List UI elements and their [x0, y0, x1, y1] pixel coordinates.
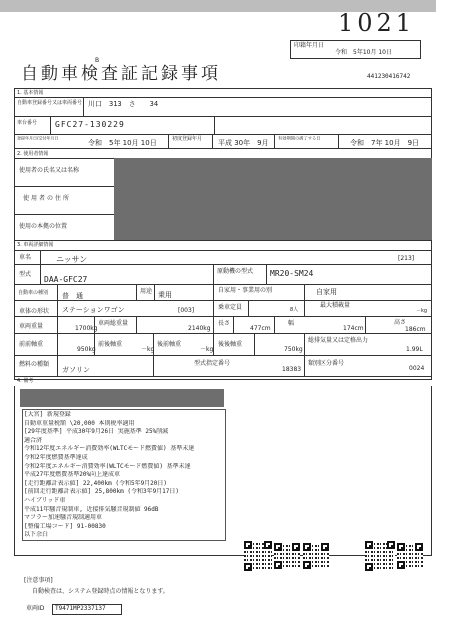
- capacity-label: 乗車定員: [218, 304, 243, 311]
- kind-label: 自動車の種別: [18, 290, 49, 296]
- max-load-label: 最大積載量: [320, 302, 351, 309]
- kind-value: 普 通: [62, 292, 83, 300]
- weight-value: 1700kg: [75, 325, 98, 332]
- car-name-label: 車名: [19, 254, 32, 261]
- front-front-axle-label: 前前軸重: [19, 341, 44, 348]
- page-title: 自動車検査証記録事項: [21, 64, 221, 84]
- remarks-list: [24, 411, 224, 540]
- remark-line: 平成27年度燃費基準20%向上達成車: [24, 471, 121, 479]
- reg-date-value: 令和 5年 10月 10日: [88, 139, 157, 147]
- qr-code-icon: [365, 541, 395, 571]
- section1-heading: 1. 基本情報: [17, 90, 44, 96]
- class-number-value: 0024: [409, 365, 425, 372]
- section2-heading: 2. 使用者情報: [17, 151, 49, 157]
- rear-front-axle-label: 後前軸重: [157, 341, 182, 348]
- form-mark: B: [95, 57, 100, 64]
- front-rear-axle-value: －kg: [141, 346, 155, 353]
- remark-line: 平成11年騒音規制車, 近接排気騒音規制値 96dB: [24, 505, 159, 513]
- body-code: [003]: [178, 307, 195, 314]
- handwritten-stamp: 1021: [338, 9, 416, 37]
- displacement-label: 総排気量又は定格出力: [308, 337, 369, 344]
- body-value: ステーションワゴン: [62, 306, 125, 314]
- gross-weight-label: 車両総重量: [98, 320, 129, 327]
- use-label: 用途: [140, 288, 153, 295]
- remarks-redaction: [20, 389, 224, 407]
- notice-title: [注意事項]: [24, 577, 53, 584]
- rear-rear-axle-label: 後後軸重: [218, 341, 243, 348]
- user-info-redaction: [114, 158, 432, 240]
- issue-date-value: 令和 5年10月 10日: [335, 49, 392, 56]
- length-label: 長さ: [218, 320, 231, 327]
- body-label: 車体の形状: [19, 308, 50, 315]
- private-value: 自家用: [316, 288, 337, 296]
- fuel-label: 燃料の種類: [19, 361, 50, 368]
- displacement-value: 1.99L: [406, 346, 423, 353]
- rear-rear-axle-value: 750kg: [284, 346, 303, 353]
- gross-weight-value: 2140kg: [188, 325, 211, 332]
- car-name-value: ニッサン: [56, 255, 88, 264]
- private-label: 自家用・事業用の別: [218, 287, 273, 294]
- qr-code-icon: [303, 543, 329, 569]
- first-reg-value: 平成 30年 9月: [218, 139, 269, 147]
- remark-line: 令和2年度エネルギー消費効率(WLTCモード燃費値) 基準未達: [24, 462, 191, 470]
- width-label: 幅: [288, 320, 295, 327]
- section3-heading: 3. 車両詳細情報: [17, 242, 54, 248]
- vehicle-id-value: T9471MP2337137: [55, 605, 106, 612]
- remark-line: 以下余白: [24, 531, 49, 539]
- rear-front-axle-value: －kg: [200, 346, 214, 353]
- chassis-value: GFC27-130229: [55, 120, 125, 129]
- type-number-value: 18383: [282, 366, 302, 373]
- qr-code-icon: [244, 541, 272, 571]
- remark-line: [29年度基準] 平成30年9月26日 実施基準 25%削減: [24, 428, 169, 436]
- length-value: 477cm: [250, 325, 271, 332]
- remark-line: 令和12年度エネルギー消費効率(WLTCモード燃費値) 基準未達: [24, 445, 195, 453]
- issue-date-label: 印籍年月日: [294, 42, 325, 49]
- reg-number-label: 自動車登録番号又は車両番号: [17, 100, 83, 106]
- notice-text: 自動検査は、システム登録時点の情報となります。: [32, 588, 169, 595]
- vehicle-id-label: 車両ID: [26, 605, 45, 612]
- car-name-code: [213]: [398, 255, 415, 262]
- remark-line: [走行距離計表示値] 22,400km (令和5年9月20日): [24, 479, 168, 487]
- fuel-value: ガソリン: [62, 366, 90, 374]
- expiry-label: 有効期間の満了する日: [278, 136, 321, 142]
- expiry-value: 令和 7年 10月 9日: [350, 139, 420, 147]
- remark-line: マフラー加速騒音規制適用車: [24, 514, 103, 522]
- engine-label: 原動機の型式: [217, 268, 254, 275]
- remark-line: 適合済: [24, 436, 43, 444]
- model-label: 型式: [19, 271, 32, 278]
- remark-line: ハイブリッド車: [24, 496, 66, 504]
- remark-line: [前回走行距離計表示値] 25,800km (令和3年9月17日): [24, 488, 180, 496]
- height-value: 186cm: [405, 326, 426, 333]
- qr-code-icon: [397, 543, 423, 569]
- base-location-label: 使用の本拠の位置: [19, 223, 68, 230]
- remark-line: 令和2年度燃費基準達成: [24, 453, 88, 461]
- reg-date-label: 登録年月日/交付年月日: [17, 136, 59, 141]
- remark-line: 自動車重量税額 \20,000 本則税率適用: [24, 419, 135, 427]
- section4-heading: 4. 備考: [17, 378, 34, 384]
- user-address-label: 使用者の住所: [23, 195, 72, 202]
- remark-line: [整備工場コード] 91-00830: [24, 522, 106, 530]
- weight-label: 車両重量: [19, 323, 44, 330]
- front-rear-axle-label: 前後軸重: [98, 341, 123, 348]
- remark-line: [大宮] 新規登録: [24, 411, 71, 418]
- front-front-axle-value: 950kg: [77, 346, 96, 353]
- engine-value: MR20-SM24: [270, 269, 314, 278]
- height-label: 高さ: [394, 319, 407, 326]
- model-value: DAA-GFC27: [44, 275, 88, 284]
- reg-number-value: 川口 313 さ 34: [88, 100, 159, 108]
- class-number-label: 類別区分番号: [308, 360, 345, 367]
- width-value: 174cm: [343, 325, 364, 332]
- capacity-value: 8人: [290, 307, 299, 313]
- user-name-label: 使用者の氏名又は名称: [19, 167, 80, 174]
- first-reg-label: 初度登録年月: [172, 136, 203, 142]
- qr-code-icon: [274, 543, 300, 569]
- max-load-value: －kg: [416, 308, 428, 314]
- document-number: 441230416742: [367, 73, 411, 80]
- use-value: 乗用: [158, 291, 172, 299]
- chassis-label: 車台番号: [17, 120, 38, 126]
- type-number-label: 型式指定番号: [194, 360, 231, 367]
